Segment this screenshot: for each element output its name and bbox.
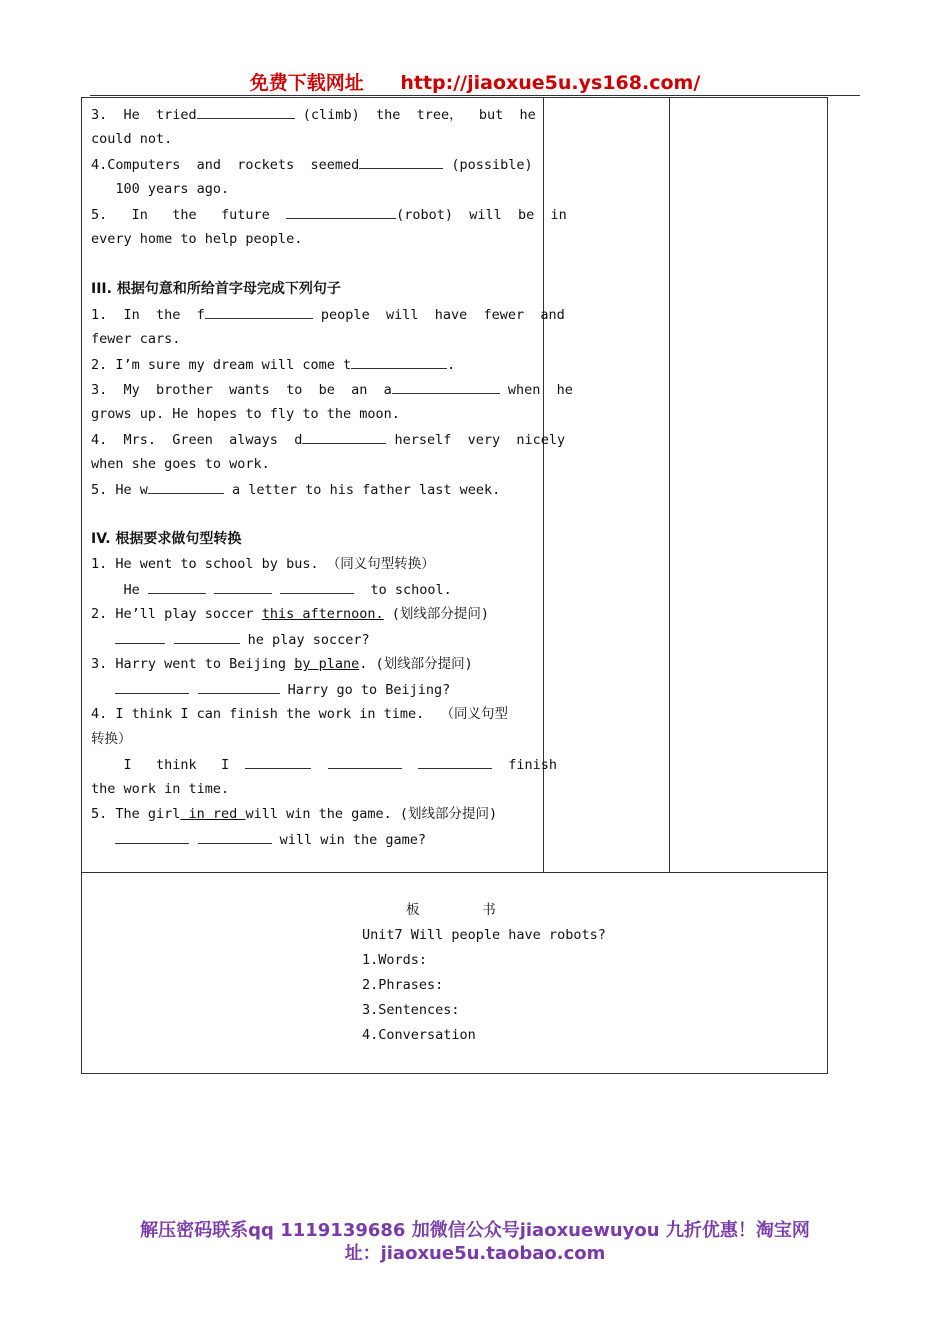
s4-q1-line1: 1. He went to school by bus. （同义句型转换）: [91, 556, 435, 572]
answer-blank[interactable]: [115, 677, 189, 694]
header-rule: [90, 95, 860, 96]
exercise-content: [91, 102, 573, 852]
answer-blank[interactable]: [302, 427, 386, 444]
answer-blank[interactable]: [359, 152, 443, 169]
answer-blank[interactable]: [392, 377, 500, 394]
s4-q1-line2: He to school.: [91, 577, 535, 602]
answer-blank[interactable]: [280, 577, 354, 594]
board-item: 3.Sentences:: [362, 1002, 460, 1018]
board-item: 4.Conversation: [362, 1027, 476, 1043]
s2-q3-line1: 3. He tried (climb) the tree， but he: [91, 102, 535, 127]
s3-q3-line2: grows up. He hopes to fly to the moon.: [91, 406, 400, 422]
answer-blank[interactable]: [205, 302, 313, 319]
page-header: [0, 68, 950, 95]
s4-q5-line1: 5. The girl in red will win the game. (划线部分提问): [91, 806, 498, 822]
answer-blank[interactable]: [148, 577, 206, 594]
s4-q5-line2: will win the game?: [91, 827, 535, 852]
s4-q4-line1: 4. I think I can finish the work in time. （同义句型: [91, 706, 508, 722]
header-url[interactable]: http://jiaoxue5u.ys168.com/: [400, 72, 701, 94]
page-footer: [0, 1219, 950, 1265]
s4-q3-line2: Harry go to Beijing?: [91, 677, 535, 702]
s4-q2-line1: 2. He’ll play soccer this afternoon. (划线部分提问): [91, 606, 489, 622]
answer-blank[interactable]: [351, 352, 447, 369]
s3-q5-line1: 5. He w a letter to his father last week.: [91, 477, 535, 502]
header-label: 免费下载网址: [249, 72, 364, 94]
s2-q3-line2: could not.: [91, 131, 173, 147]
s2-q5-line1: 5. In the future (robot) will be in: [91, 202, 535, 227]
s3-q3-line1: 3. My brother wants to be an a when he: [91, 377, 535, 402]
answer-blank[interactable]: [115, 827, 189, 844]
spacer: [91, 502, 535, 527]
s4-q4-line2: 转换）: [91, 731, 132, 747]
s4-q4-line3: I think I finish: [91, 752, 535, 777]
answer-blank[interactable]: [174, 627, 240, 644]
section3-title: III. 根据句意和所给首字母完成下列句子: [91, 281, 341, 297]
column-divider-2: [669, 98, 670, 872]
s3-q2-line1: 2. I’m sure my dream will come t .: [91, 352, 535, 377]
section4-title: IV. 根据要求做句型转换: [91, 531, 242, 547]
board-title: 板 书: [406, 902, 498, 918]
answer-blank[interactable]: [328, 752, 402, 769]
s3-q1-line1: 1. In the f people will have fewer and: [91, 302, 535, 327]
s2-q4-line2: 100 years ago.: [91, 181, 230, 197]
s4-q3-line1: 3. Harry went to Beijing by plane. (划线部分提问): [91, 656, 473, 672]
answer-blank[interactable]: [148, 477, 224, 494]
answer-blank[interactable]: [245, 752, 311, 769]
answer-blank[interactable]: [115, 627, 165, 644]
footer-line1: 解压密码联系qq 1119139686 加微信公众号jiaoxuewuyou 九折优惠！淘宝网: [140, 1220, 810, 1241]
blackboard-section: [362, 898, 606, 1048]
footer-line2[interactable]: 址：jiaoxue5u.taobao.com: [344, 1243, 606, 1264]
board-unit: Unit7 Will people have robots?: [362, 927, 606, 943]
board-item: 2.Phrases:: [362, 977, 444, 993]
answer-blank[interactable]: [198, 677, 280, 694]
lesson-table: [81, 97, 828, 1074]
board-item: 1.Words:: [362, 952, 428, 968]
row-divider: [82, 872, 827, 873]
answer-blank[interactable]: [418, 752, 492, 769]
s4-q2-line2: he play soccer?: [91, 627, 535, 652]
answer-blank[interactable]: [198, 827, 272, 844]
s3-q4-line2: when she goes to work.: [91, 456, 270, 472]
s3-q4-line1: 4. Mrs. Green always d herself very nicely: [91, 427, 535, 452]
s2-q5-line2: every home to help people.: [91, 231, 303, 247]
s4-q4-line4: the work in time.: [91, 781, 230, 797]
answer-blank[interactable]: [197, 102, 295, 119]
s3-q1-line2: fewer cars.: [91, 331, 181, 347]
spacer: [91, 252, 535, 277]
answer-blank[interactable]: [286, 202, 396, 219]
s2-q4-line1: 4.Computers and rockets seemed (possible): [91, 152, 535, 177]
answer-blank[interactable]: [214, 577, 272, 594]
